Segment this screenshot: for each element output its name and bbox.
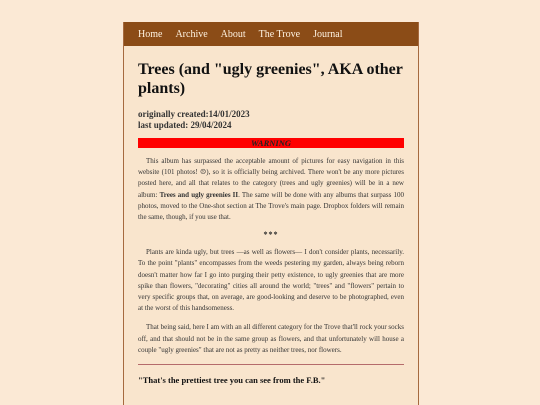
new-album-link[interactable]: Trees and ugly greenies II <box>159 190 239 199</box>
page-container <box>123 22 419 405</box>
category-paragraph: That being said, here I am with an all different category for the Trove that'll rock your socks off, and that should not be in the same group as flowers, and that unfortunately will house a couple "ugly greenies" that are not as pretty as neither trees, nor flowers. <box>138 323 404 354</box>
page-title: Trees (and "ugly greenies", AKA other plants) <box>138 61 403 97</box>
updated-date: last updated: 29/04/2024 <box>138 119 232 130</box>
plants-paragraph: Plants are kinda ugly, but trees —as well as flowers— I don't consider plants, necessarily. To the point "plants" encompasses from the weeds pestering my garden, always being reborn doesn't matter how far I go into purging their petty existence, to ugly greenies that are more spike than flowers, "decorating" cities all around the world; "trees" and "flowers" pertain to very specific groups that, on average, are good-looking and deserve to be photographed, even at the worst of this handsomeness. <box>138 248 404 313</box>
main-content <box>124 60 418 385</box>
created-date: originally created:14/01/2023 <box>138 109 250 119</box>
nav-trove-link[interactable]: The Trove <box>258 28 301 40</box>
divider-line <box>138 364 404 365</box>
nav-archive-link[interactable]: Archive <box>175 28 208 40</box>
archive-notice-text-b: . The same will be done with any albums that surpass 100 photos, moved to the One-shot section at The Trove's main page. Dropbox folders will remain the same, though, if you use that. <box>138 190 404 222</box>
nav-home-link[interactable]: Home <box>138 28 163 40</box>
nav-journal-link[interactable]: Journal <box>313 28 343 40</box>
page-meta <box>138 109 404 130</box>
nav-about-link[interactable]: About <box>220 28 246 40</box>
archive-notice-paragraph <box>138 156 404 223</box>
archive-notice-text-a: This album has surpassed the acceptable amount of pictures for easy navigation in this website (101 photos! ☹), so it is officially being archived. There won't be any more pictures posted here, and all that relates to the category (trees and ugly greenies) will be in a new album: <box>138 157 404 199</box>
section-separator: *** <box>263 230 279 240</box>
warning-banner: WARNING <box>138 138 404 148</box>
top-nav <box>124 22 418 46</box>
photo-caption-quote: "That's the prettiest tree you can see from the F.B." <box>138 375 326 386</box>
